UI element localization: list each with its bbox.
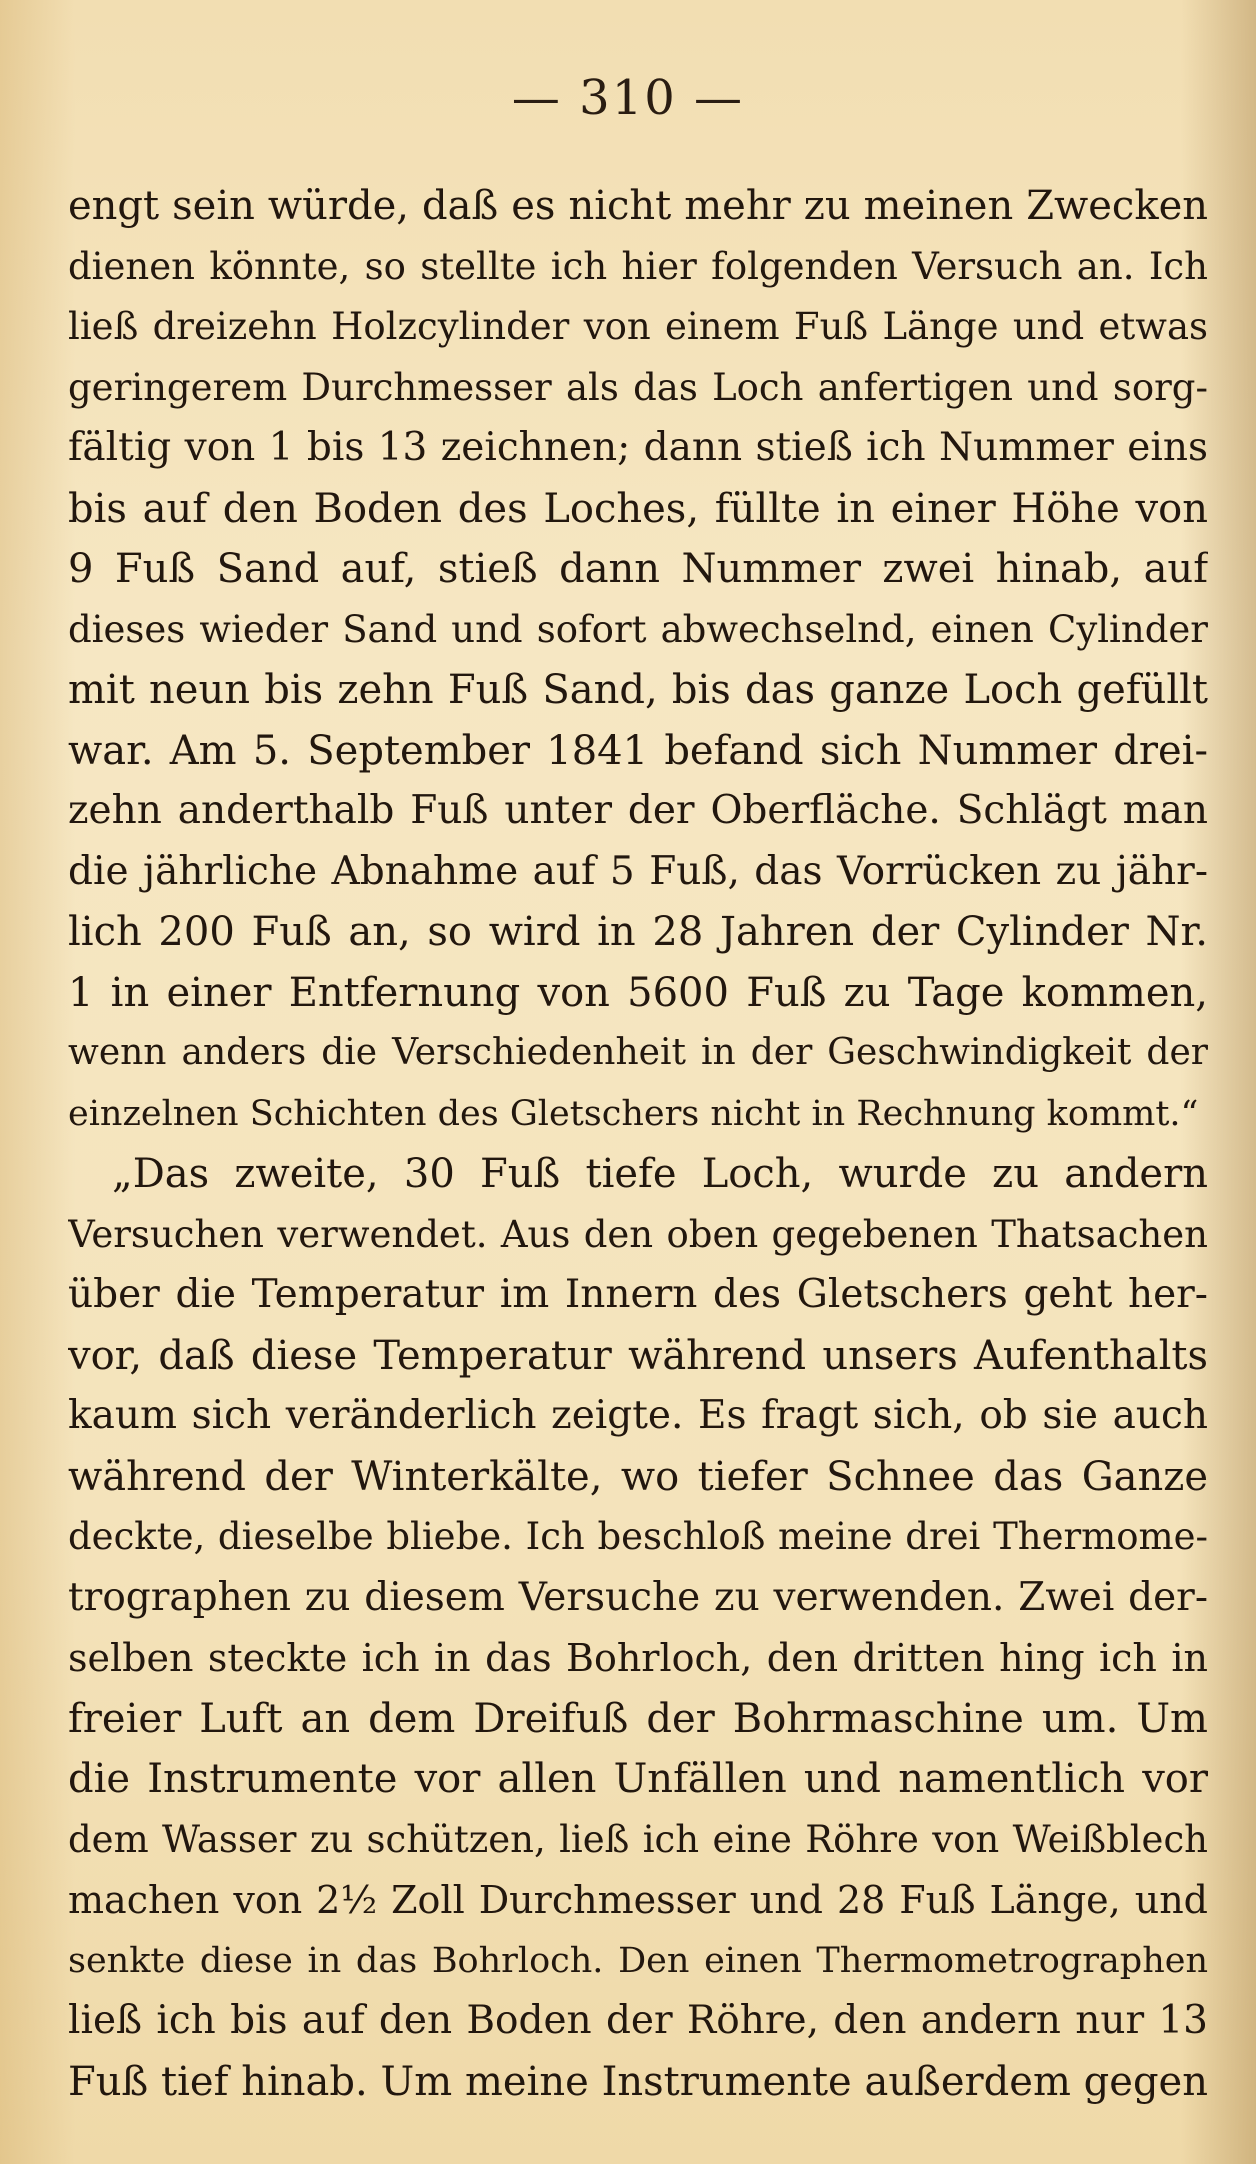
text-line: lich 200 Fuß an, so wird in 28 Jahren der Cylinder Nr. xyxy=(68,909,1208,955)
text-line: senkte diese in das Bohrloch. Den einen Thermometrographen xyxy=(68,1940,1208,1981)
text-line: 9 Fuß Sand auf, stieß dann Nummer zwei hinab, auf xyxy=(68,546,1208,592)
text-line: „Das zweite, 30 Fuß tiefe Loch, wurde zu andern xyxy=(112,1151,1208,1197)
text-line: vor, daß diese Temperatur während unsers Aufenthalts xyxy=(68,1332,1208,1379)
text-line: Versuchen verwendet. Aus den oben gegebenen Thatsachen xyxy=(68,1212,1208,1256)
text-line: machen von 2½ Zoll Durchmesser und 28 Fuß Länge, und xyxy=(68,1878,1208,1922)
text-line: ließ ich bis auf den Boden der Röhre, den andern nur 13 xyxy=(68,1998,1208,2043)
text-line: mit neun bis zehn Fuß Sand, bis das ganze Loch gefüllt xyxy=(68,667,1208,713)
text-line: bis auf den Boden des Loches, füllte in einer Höhe von xyxy=(68,485,1208,532)
text-line: freier Luft an dem Dreifuß der Bohrmaschine um. Um xyxy=(68,1695,1208,1742)
text-line: wenn anders die Verschiedenheit in der Geschwindigkeit der xyxy=(68,1032,1208,1073)
text-line: 1 in einer Entfernung von 5600 Fuß zu Tage kommen, xyxy=(68,969,1208,1016)
text-line: über die Temperatur im Innern des Gletschers geht her- xyxy=(68,1272,1208,1317)
text-line: fältig von 1 bis 13 zeichnen; dann stieß ich Nummer eins xyxy=(68,425,1208,470)
page-number: — 310 — xyxy=(511,70,745,126)
text-line: dem Wasser zu schützen, ließ ich eine Röhre von Weißblech xyxy=(68,1817,1208,1861)
text-line: dienen könnte, so stellte ich hier folgenden Versuch an. Ich xyxy=(68,244,1208,288)
text-line: die jährliche Abnahme auf 5 Fuß, das Vorrücken zu jähr- xyxy=(68,848,1208,894)
text-line: geringerem Durchmesser als das Loch anfertigen und sorg- xyxy=(68,365,1208,409)
text-line: trographen zu diesem Versuche zu verwenden. Zwei der- xyxy=(68,1574,1208,1620)
text-line: deckte, dieselbe bliebe. Ich beschloß meine drei Thermome- xyxy=(68,1515,1208,1558)
text-line: kaum sich veränderlich zeigte. Es fragt sich, ob sie auch xyxy=(68,1393,1208,1438)
text-line: einzelnen Schichten des Gletschers nicht in Rechnung kommt.“ xyxy=(68,1093,1199,1134)
text-line: zehn anderthalb Fuß unter der Oberfläche. Schlägt man xyxy=(68,788,1208,833)
text-line: engt sein würde, daß es nicht mehr zu meinen Zwecken xyxy=(68,183,1208,229)
text-line: während der Winterkälte, wo tiefer Schnee das Ganze xyxy=(68,1453,1208,1500)
text-line: dieses wieder Sand und sofort abwechselnd, einen Cylinder xyxy=(68,607,1208,651)
text-line: ließ dreizehn Holzcylinder von einem Fuß Länge und etwas xyxy=(68,305,1208,348)
text-line: die Instrumente vor allen Unfällen und namentlich vor xyxy=(68,1756,1208,1802)
body-text xyxy=(68,176,1208,2112)
text-line: war. Am 5. September 1841 befand sich Nummer drei- xyxy=(68,727,1208,774)
text-line: selben steckte ich in das Bohrloch, den dritten hing ich in xyxy=(68,1636,1208,1680)
text-line: Fuß tief hinab. Um meine Instrumente außerdem gegen xyxy=(68,2058,1208,2105)
